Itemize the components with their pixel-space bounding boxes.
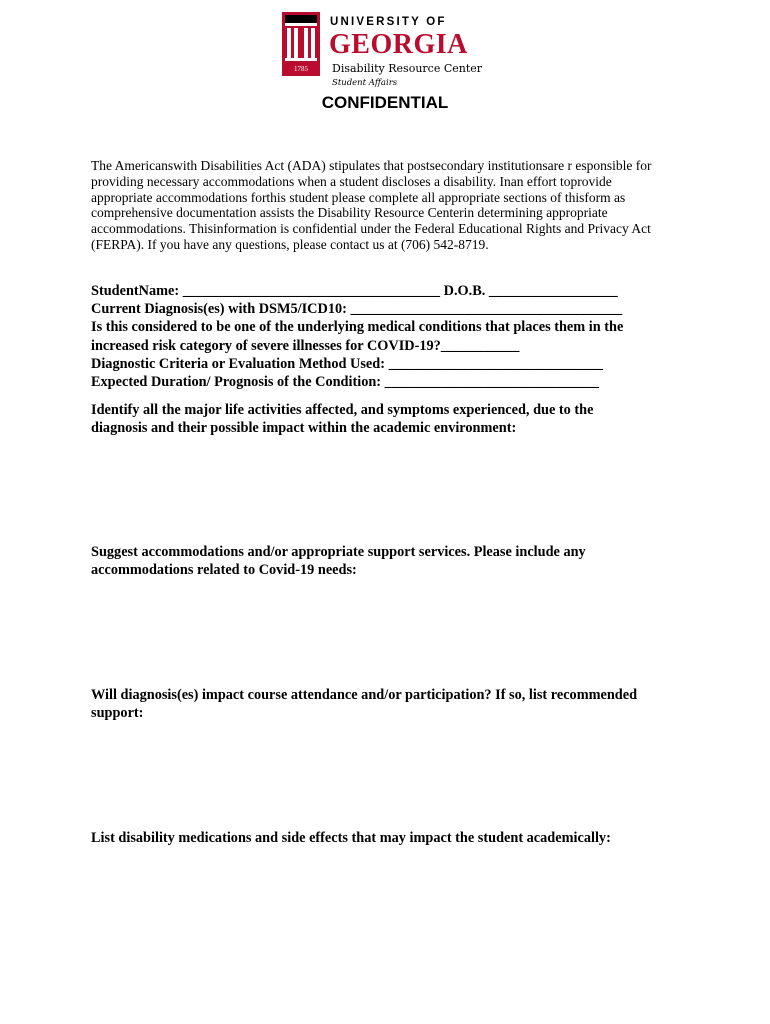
seal-year: 1785 bbox=[294, 65, 308, 73]
question-line: Identify all the major life activities affected, and symptoms experienced, due to the bbox=[91, 402, 594, 418]
student-name-dob-field[interactable]: StudentName: ____________________________________ D.O.B. __________________ bbox=[91, 283, 618, 299]
question-line: support: bbox=[91, 705, 144, 722]
intro-line: appropriate accommodations forthis student please complete all appropriate sections of thisform as bbox=[91, 189, 626, 205]
major-life-activities-question bbox=[91, 401, 691, 437]
accommodations-question bbox=[91, 543, 691, 579]
question-line: accommodations related to Covid-19 needs: bbox=[91, 562, 357, 579]
expected-duration-field[interactable]: Expected Duration/ Prognosis of the Condition: ______________________________ bbox=[91, 374, 600, 391]
logo-department: Disability Resource Center bbox=[332, 62, 483, 75]
diagnosis-field[interactable]: Current Diagnosis(es) with DSM5/ICD10: ______________________________________ bbox=[91, 301, 623, 318]
uga-logo bbox=[280, 8, 500, 88]
page-title: CONFIDENTIAL bbox=[321, 93, 449, 112]
arch-logo-icon bbox=[282, 12, 320, 76]
medications-question bbox=[91, 829, 691, 847]
intro-line: comprehensive documentation assists the Disability Resource Centerin determining appropriate bbox=[91, 205, 608, 221]
intro-line: accommodations. Thisinformation is confidential under the Federal Educational Rights and Privacy Act bbox=[91, 221, 651, 237]
question-line: Suggest accommodations and/or appropriate support services. Please include any bbox=[91, 544, 586, 560]
attendance-question bbox=[91, 686, 691, 722]
student-info-fields bbox=[91, 282, 691, 391]
intro-line: (FERPA). If you have any questions, please contact us at (706) 542-8719. bbox=[91, 236, 489, 252]
logo-georgia: GEORGIA bbox=[329, 29, 468, 60]
covid-risk-question: Is this considered to be one of the underlying medical conditions that places them in the bbox=[91, 319, 624, 336]
covid-risk-field[interactable]: increased risk category of severe illnesses for COVID-19?___________ bbox=[91, 337, 520, 354]
logo-university-of: UNIVERSITY OF bbox=[330, 16, 447, 28]
intro-line: providing necessary accommodations when a student discloses a disability. Inan effort toprovide bbox=[91, 173, 612, 189]
question-line: Will diagnosis(es) impact course attendance and/or participation? If so, list recommended bbox=[91, 687, 638, 703]
question-line: diagnosis and their possible impact within the academic environment: bbox=[91, 420, 517, 437]
logo-division: Student Affairs bbox=[332, 78, 398, 88]
question-line: List disability medications and side effects that may impact the student academically: bbox=[91, 830, 611, 846]
intro-line: The Americanswith Disabilities Act (ADA) stipulates that postsecondary institutionsare r esponsible for bbox=[91, 158, 652, 173]
intro-paragraph bbox=[91, 158, 681, 253]
diagnostic-criteria-field[interactable]: Diagnostic Criteria or Evaluation Method Used: ______________________________ bbox=[91, 355, 604, 372]
